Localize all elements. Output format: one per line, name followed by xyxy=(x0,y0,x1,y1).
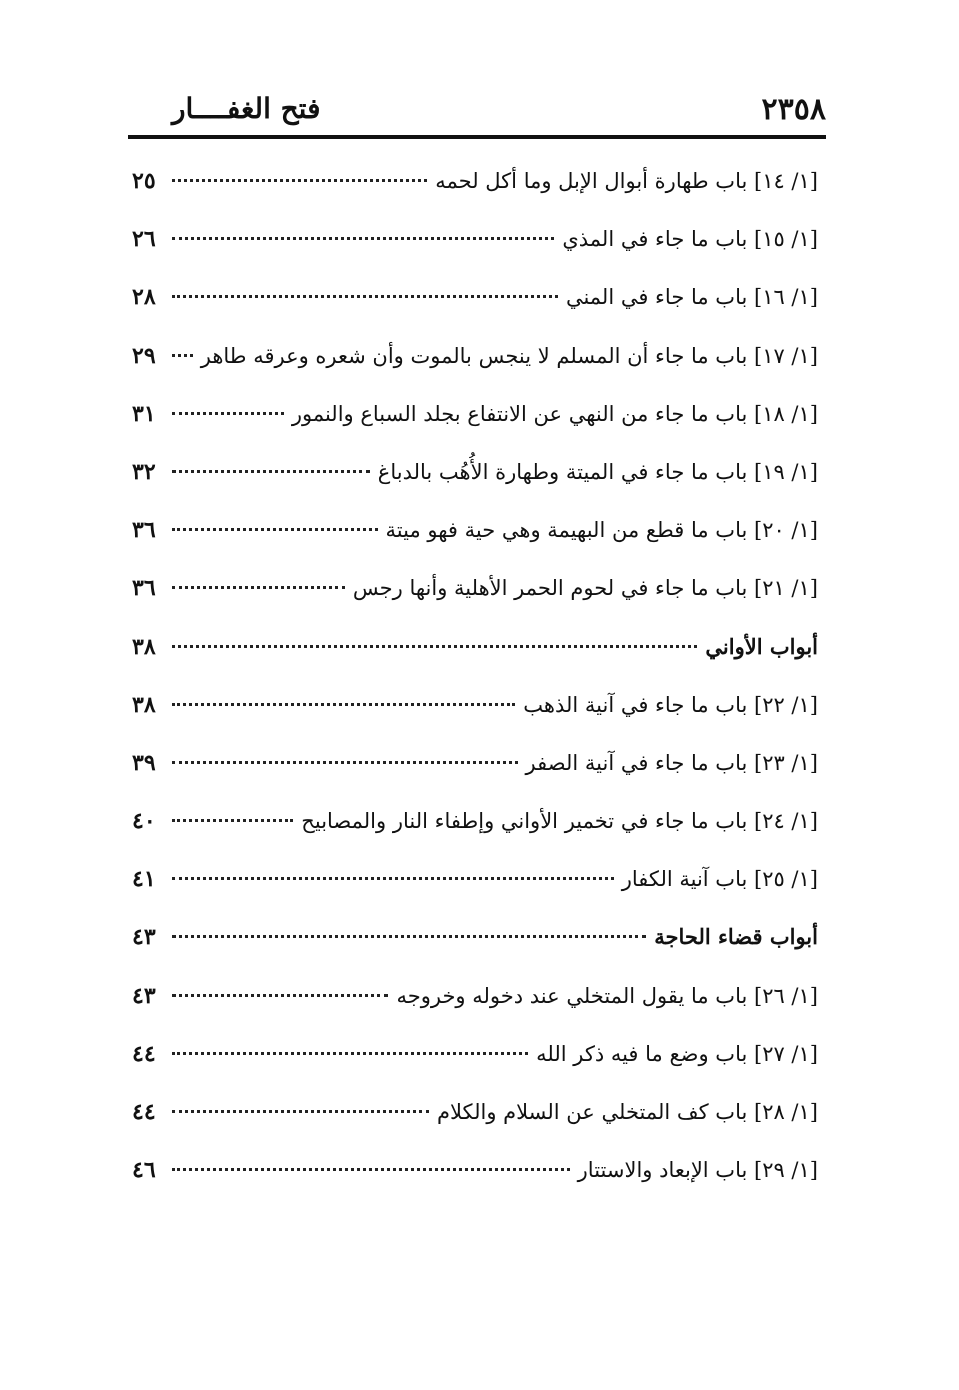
toc-entry-page: ٣٩ xyxy=(132,749,156,776)
toc-entry-page: ٣٨ xyxy=(132,633,156,660)
toc-entry xyxy=(132,792,818,850)
toc-entry-title: [١/ ٢٩] باب الإبعاد والاستتار xyxy=(577,1158,818,1183)
toc-section-heading xyxy=(132,618,818,676)
toc-entry-title: أبواب الأواني xyxy=(705,633,818,659)
toc-entry xyxy=(132,501,818,559)
running-header xyxy=(128,88,826,134)
toc-entry-page: ٤٣ xyxy=(132,924,156,951)
dot-leader xyxy=(172,1168,570,1171)
toc-entry-page: ٣٦ xyxy=(132,575,156,602)
toc-entry-page: ٢٩ xyxy=(132,342,156,369)
toc-entry xyxy=(132,1025,818,1083)
toc-entry-title: [١/ ٢١] باب ما جاء في لحوم الحمر الأهلية وأنها رجس xyxy=(352,576,818,601)
toc-entry xyxy=(132,676,818,734)
toc-entry-title: [١/ ٢٨] باب كف المتخلي عن السلام والكلام xyxy=(436,1100,818,1124)
toc-entry-page: ٢٥ xyxy=(132,168,156,194)
dot-leader xyxy=(172,237,554,240)
toc-entry-page: ٤٤ xyxy=(132,1040,156,1067)
toc-entry-page: ٤٣ xyxy=(132,982,156,1009)
toc-entry-page: ٣٨ xyxy=(132,691,156,718)
toc-entry xyxy=(132,1083,818,1141)
dot-leader xyxy=(172,1052,528,1055)
toc-entry-title: [١/ ١٩] باب ما جاء في الميتة وطهارة الأُهُب بالدباغ xyxy=(377,459,818,484)
dot-leader xyxy=(172,935,646,938)
header-rule xyxy=(128,135,826,139)
dot-leader xyxy=(172,528,378,531)
toc-entry xyxy=(132,559,818,617)
toc-entry-title: [١/ ٢٧] باب وضع ما فيه ذكر الله xyxy=(536,1041,818,1066)
dot-leader xyxy=(172,354,193,357)
toc-entry-title: [١/ ٢٥] باب آنية الكفار xyxy=(621,867,818,892)
dot-leader xyxy=(172,470,370,473)
dot-leader xyxy=(172,761,518,764)
toc-entry xyxy=(132,268,818,326)
toc-entry xyxy=(132,327,818,385)
toc-entry-page: ٤٦ xyxy=(132,1157,156,1184)
dot-leader xyxy=(172,645,697,648)
toc-entry-page: ٤٤ xyxy=(132,1099,156,1125)
toc-entry-page: ٣٢ xyxy=(132,458,156,485)
toc-entry-title: [١/ ١٤] باب طهارة أبوال الإبل وما أكل لحمه xyxy=(435,169,818,193)
toc-entry-title: [١/ ٢٦] باب ما يقول المتخلي عند دخوله وخروجه xyxy=(396,983,818,1008)
toc-entry-title: أبواب قضاء الحاجة xyxy=(654,924,818,950)
toc-entry-title: [١/ ١٥] باب ما جاء في المذي xyxy=(562,227,818,252)
toc-entry-page: ٢٨ xyxy=(132,284,156,311)
toc-entry xyxy=(132,443,818,501)
toc-entry-title: [١/ ١٦] باب ما جاء في المني xyxy=(565,285,818,310)
toc-entry xyxy=(132,967,818,1025)
dot-leader xyxy=(172,586,345,589)
toc-entry-title: [١/ ١٨] باب ما جاء من النهي عن الانتفاع بجلد السباع والنمور xyxy=(291,401,818,426)
toc-entry-title: [١/ ٢٠] باب ما قطع من البهيمة وهي حية فهو ميتة xyxy=(385,518,818,543)
toc-entry-title: [١/ ١٧] باب ما جاء أن المسلم لا ينجس بالموت وأن شعره وعرقه طاهر xyxy=(200,343,818,368)
dot-leader xyxy=(172,179,427,182)
dot-leader xyxy=(172,1110,429,1113)
toc-entry-page: ٤١ xyxy=(132,866,156,893)
toc-entry-page: ٣٦ xyxy=(132,517,156,544)
toc-entry xyxy=(132,850,818,908)
toc-entry-page: ٣١ xyxy=(132,400,156,427)
table-of-contents xyxy=(132,152,818,1199)
dot-leader xyxy=(172,994,388,997)
dot-leader xyxy=(172,703,515,706)
dot-leader xyxy=(172,412,284,415)
toc-entry-page: ٢٦ xyxy=(132,226,156,253)
toc-entry-title: [١/ ٢٣] باب ما جاء في آنية الصفر xyxy=(525,750,818,775)
toc-section-heading xyxy=(132,908,818,966)
toc-entry-title: [١/ ٢٢] باب ما جاء في آنية الذهب xyxy=(523,692,818,717)
dot-leader xyxy=(172,295,558,298)
toc-entry xyxy=(132,210,818,268)
dot-leader xyxy=(172,819,293,822)
book-title: فتح الغفــــار xyxy=(172,92,321,125)
toc-entry-page: ٤٠ xyxy=(132,808,156,835)
toc-entry xyxy=(132,152,818,210)
page-number: ٢٣٥٨ xyxy=(761,92,826,127)
toc-entry xyxy=(132,385,818,443)
toc-entry xyxy=(132,734,818,792)
dot-leader xyxy=(172,877,614,880)
toc-entry xyxy=(132,1141,818,1199)
toc-entry-title: [١/ ٢٤] باب ما جاء في تخمير الأواني وإطفاء النار والمصابيح xyxy=(301,809,818,834)
